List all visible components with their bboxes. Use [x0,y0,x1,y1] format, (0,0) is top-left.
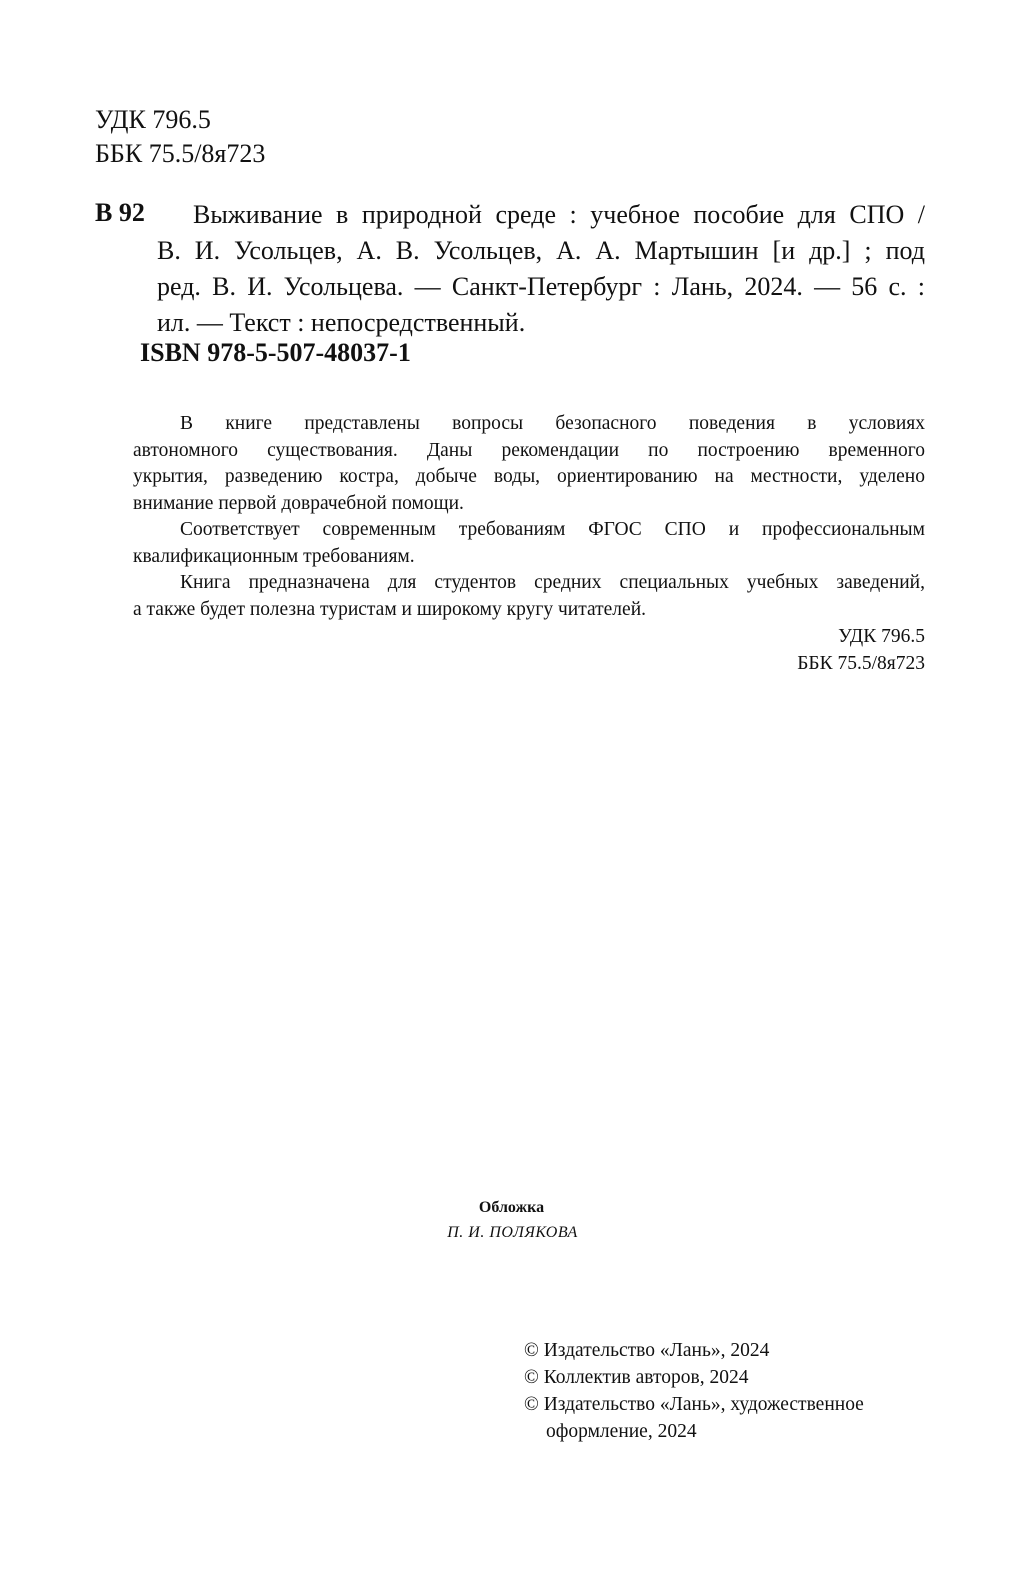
entry-line: В. И. Усольцев, А. В. Усольцев, А. А. Мартышин [и др.] ; под [157,236,925,265]
bibliographic-entry [157,197,925,341]
annotation-line: автономного существования. Даны рекомендации по построению временного [133,439,925,461]
annotation-line: квалификационным требованиям. [133,545,415,567]
annotation-line: внимание первой доврачебной помощи. [133,492,464,514]
author-mark: В 92 [95,198,145,227]
annotation-line: В книге представлены вопросы безопасного поведения в условиях [180,413,925,434]
isbn: ISBN 978-5-507-48037-1 [140,338,411,367]
annotation-line: укрытия, разведению костра, добыче воды, ориентированию на местности, уделено [133,466,925,487]
annotation-line: Соответствует современным требованиям ФГОС СПО и профессиональным [180,519,925,540]
classification-block [797,624,925,677]
classification-bbk: ББК 75.5/8я723 [797,652,925,674]
copyright-line: оформление, 2024 [546,1421,697,1442]
cover-label: Обложка [478,1199,545,1216]
annotation-line: Книга предназначена для студентов средних специальных учебных заведений, [180,572,925,593]
annotation [133,411,925,623]
annotation-line: а также будет полезна туристам и широкому кругу читателей. [133,598,646,620]
entry-line: ред. В. И. Усольцева. — Санкт-Петербург : Лань, 2024. — 56 с. : [157,272,925,301]
cover-designer: П. И. ПОЛЯКОВА [447,1224,578,1241]
entry-line: ил. — Текст : непосредственный. [157,308,526,337]
copyright-line: © Издательство «Лань», 2024 [524,1340,770,1361]
udk-code: УДК 796.5 [95,105,211,134]
classification-udk: УДК 796.5 [838,626,925,647]
bbk-code: ББК 75.5/8я723 [95,139,266,168]
copyright-line: © Коллектив авторов, 2024 [524,1367,749,1388]
entry-line: Выживание в природной среде : учебное пособие для СПО / [193,200,925,229]
copyright-line: © Издательство «Лань», художественное [524,1394,864,1415]
copyright-block [524,1337,864,1445]
